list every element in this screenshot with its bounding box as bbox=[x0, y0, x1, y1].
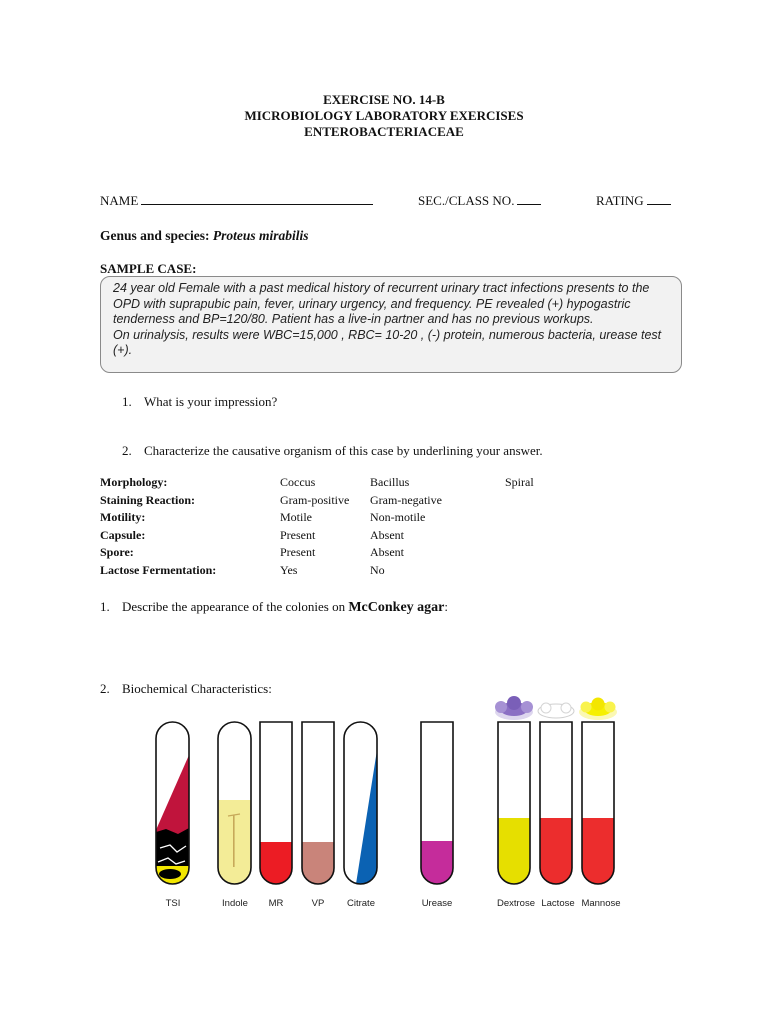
tube-mannose bbox=[579, 698, 617, 885]
option-spore-absent[interactable]: Absent bbox=[370, 545, 404, 559]
option-motile[interactable]: Motile bbox=[280, 510, 312, 524]
option-coccus[interactable]: Coccus bbox=[280, 475, 316, 489]
table-row: Staining Reaction: Gram-positive Gram-negative bbox=[100, 492, 442, 507]
rating-blank[interactable] bbox=[647, 193, 671, 205]
rating-label: RATING bbox=[596, 193, 644, 208]
label-vp: VP bbox=[311, 898, 325, 909]
table-row: Lactose Fermentation: Yes No bbox=[100, 562, 385, 577]
option-gram-positive[interactable]: Gram-positive bbox=[280, 492, 350, 507]
question-characterize: 2. Characterize the causative organism of this case by underlining your answer. bbox=[122, 443, 543, 458]
label-urease: Urease bbox=[421, 898, 453, 909]
mannose-gas-cap bbox=[579, 698, 617, 721]
question-impression: 1. What is your impression? bbox=[122, 394, 278, 409]
section-field[interactable] bbox=[418, 193, 541, 209]
option-capsule-present[interactable]: Present bbox=[280, 527, 316, 542]
option-lactose-yes[interactable]: Yes bbox=[280, 562, 298, 577]
label-mannose: Mannose bbox=[581, 898, 621, 909]
lactose-cap bbox=[538, 703, 574, 718]
tube-lactose bbox=[538, 703, 574, 884]
document-header bbox=[0, 92, 768, 140]
biochemical-tubes-illustration bbox=[0, 690, 768, 900]
rating-field[interactable] bbox=[596, 193, 671, 209]
genus-value: Proteus mirabilis bbox=[212, 228, 309, 243]
topic-title: ENTEROBACTERIACEAE bbox=[304, 124, 464, 139]
question-colonies: 1. Describe the appearance of the colonies on McConkey agar: bbox=[100, 599, 448, 615]
option-capsule-absent[interactable]: Absent bbox=[370, 527, 404, 542]
tube-vp bbox=[302, 722, 334, 884]
option-gram-negative[interactable]: Gram-negative bbox=[370, 492, 442, 507]
sample-case-label: SAMPLE CASE: bbox=[100, 261, 197, 276]
name-label: NAME bbox=[100, 193, 139, 208]
sample-case-box bbox=[100, 276, 682, 373]
label-tsi: TSI bbox=[165, 898, 181, 909]
table-row: Motility: Motile Non-motile bbox=[100, 510, 426, 524]
genus-label: Genus and species: bbox=[100, 228, 210, 243]
option-bacillus[interactable]: Bacillus bbox=[370, 475, 410, 489]
tube-urease bbox=[421, 722, 453, 884]
case-urinalysis: On urinalysis, results were WBC=15,000 , RBC= 10-20 , (-) protein, numerous bacteria, urease test (+). bbox=[113, 327, 662, 357]
label-citrate: Citrate bbox=[347, 898, 375, 909]
tube-tsi bbox=[156, 722, 189, 884]
option-spore-present[interactable]: Present bbox=[280, 545, 316, 559]
label-dextrose: Dextrose bbox=[496, 898, 535, 909]
table-row: Capsule: Present Absent bbox=[100, 527, 404, 542]
option-spiral[interactable]: Spiral bbox=[505, 475, 534, 489]
question-biochemical: 2. Biochemical Characteristics: bbox=[100, 681, 272, 696]
table-row: Morphology: Coccus Bacillus Spiral bbox=[100, 475, 534, 489]
option-lactose-no[interactable]: No bbox=[370, 562, 385, 577]
table-row: Spore: Present Absent bbox=[100, 545, 404, 559]
tube-indole bbox=[218, 722, 251, 884]
course-title: MICROBIOLOGY LABORATORY EXERCISES bbox=[244, 108, 524, 123]
section-blank[interactable] bbox=[517, 193, 541, 205]
dextrose-gas-cap bbox=[495, 696, 533, 720]
genus-species bbox=[100, 228, 309, 244]
label-indole: Indole bbox=[222, 898, 248, 909]
label-mr: MR bbox=[268, 898, 284, 909]
tube-citrate bbox=[344, 722, 377, 884]
name-field[interactable] bbox=[100, 193, 373, 209]
name-blank[interactable] bbox=[141, 193, 373, 205]
label-lactose: Lactose bbox=[541, 898, 575, 909]
mcconkey-agar: McConkey agar bbox=[348, 600, 445, 615]
exercise-number: EXERCISE NO. 14-B bbox=[323, 92, 445, 107]
tube-mr bbox=[260, 722, 292, 884]
option-non-motile[interactable]: Non-motile bbox=[370, 510, 426, 524]
section-label: SEC./CLASS NO. bbox=[418, 193, 515, 208]
tube-dextrose bbox=[495, 696, 533, 884]
case-paragraph: 24 year old Female with a past medical history of recurrent urinary tract infections presents to the OPD with suprapubic pain, fever, urinary urgency, and frequency. PE revealed (+) hypogastric tenderness and BP=120/80. Patient has a live-in partner and has no previous workups. bbox=[113, 281, 650, 326]
